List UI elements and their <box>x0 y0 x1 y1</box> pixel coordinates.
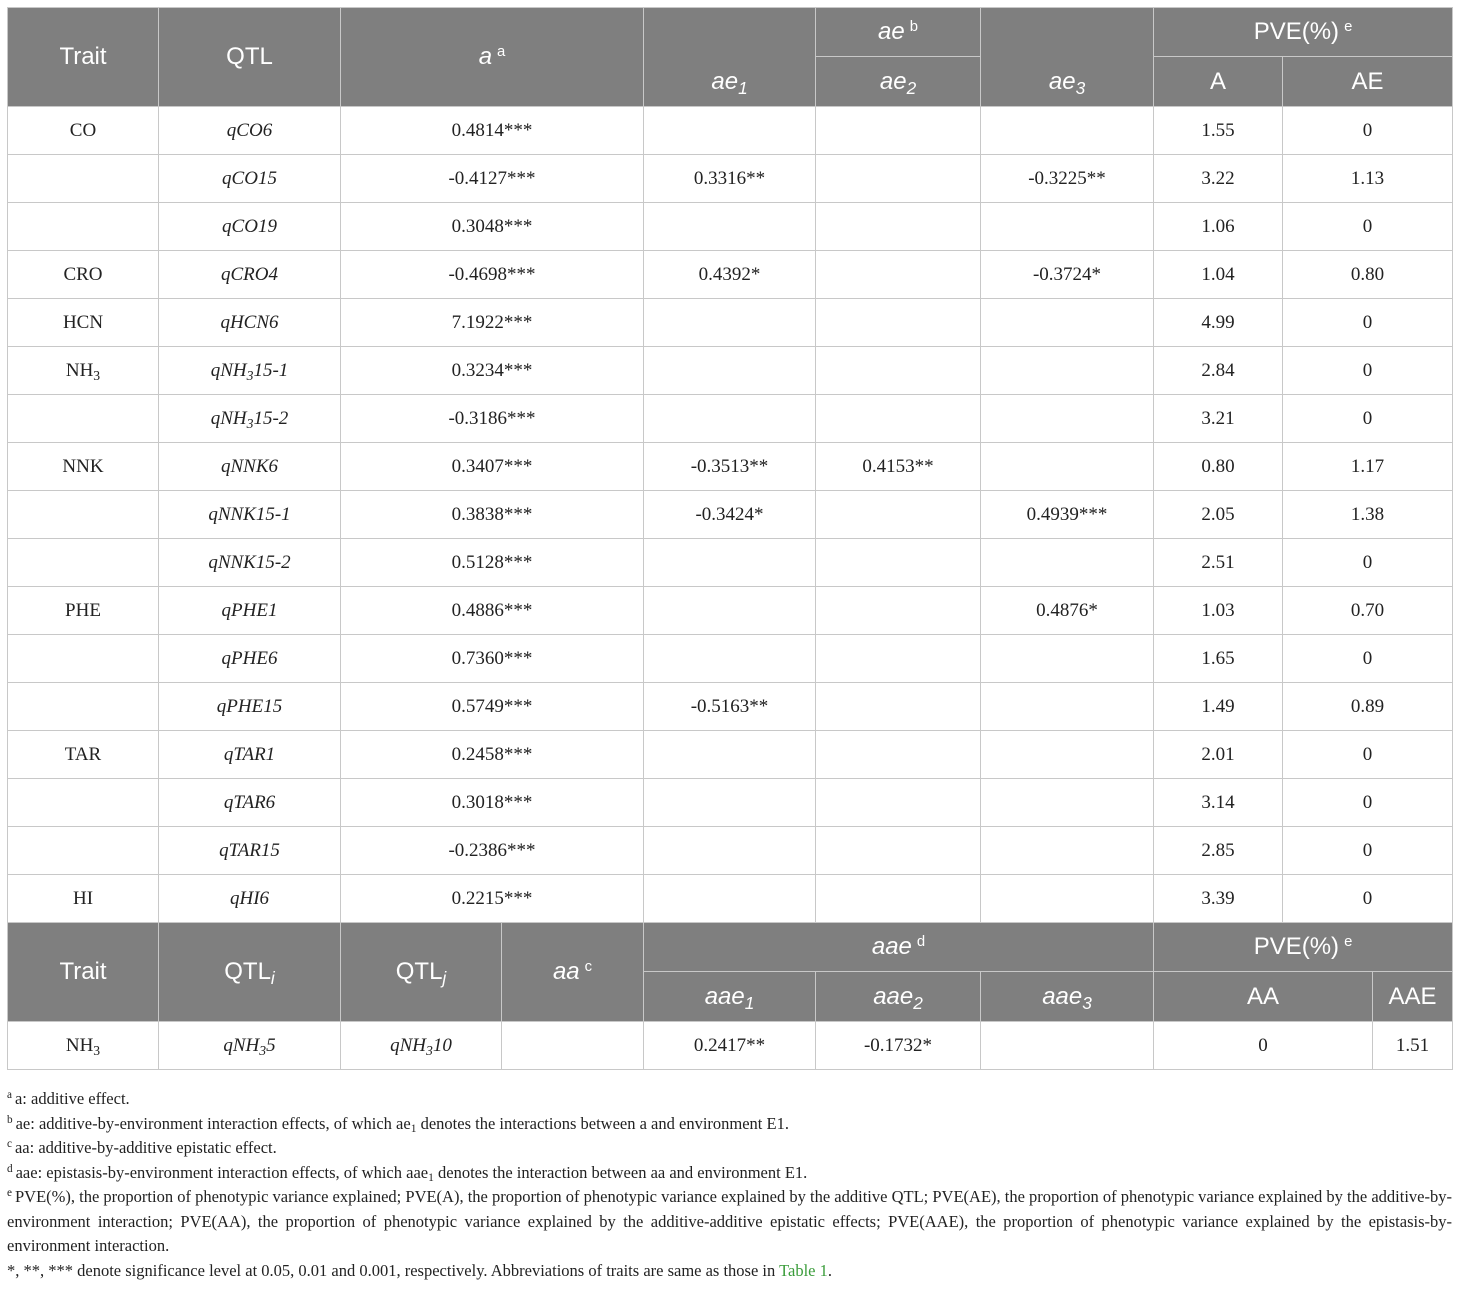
qtl-table-container <box>7 7 1452 1070</box>
cell-ae1 <box>644 299 816 347</box>
header2-aae1: aae$_1$ <box>644 972 816 1022</box>
cell-pve-ae: 1.17 <box>1283 443 1453 491</box>
cell-ae2 <box>816 251 981 299</box>
cell-trait <box>8 203 159 251</box>
cell-ae3 <box>981 347 1154 395</box>
table-row <box>8 299 1453 347</box>
cell-ae1: -0.3513** <box>644 443 816 491</box>
cell-trait: PHE <box>8 587 159 635</box>
cell-ae3 <box>981 539 1154 587</box>
header2-pve-aae: AAE <box>1373 972 1453 1022</box>
header2-aa: aa $^c$ <box>502 923 644 1022</box>
cell-ae3 <box>981 203 1154 251</box>
cell-ae2: 0.4153** <box>816 443 981 491</box>
cell-qtl: qHI6 <box>159 875 341 923</box>
cell2-aae2: -0.1732* <box>816 1022 981 1070</box>
cell-ae3 <box>981 875 1154 923</box>
cell-pve-ae: 1.38 <box>1283 491 1453 539</box>
cell-pve-a: 2.85 <box>1154 827 1283 875</box>
header2-qtlj: $QTL_j$ <box>341 923 502 1022</box>
cell-ae1: 0.4392* <box>644 251 816 299</box>
cell-a: 0.7360*** <box>341 635 644 683</box>
header-ae3: $ae_3$ <box>981 8 1154 107</box>
cell-trait <box>8 827 159 875</box>
cell-ae1 <box>644 107 816 155</box>
cell-a: -0.4127*** <box>341 155 644 203</box>
table-row <box>8 731 1453 779</box>
table-row <box>8 827 1453 875</box>
header-ae: ae $^b$ <box>816 8 981 57</box>
footnote-d: $^d$ aae: epistasis-by-environment interaction effects, of which aae$_1$ denotes the interaction between aa and environment E1. <box>7 1162 808 1184</box>
header-pve-ae: AE <box>1283 57 1453 107</box>
cell-ae2 <box>816 683 981 731</box>
cell-qtl: qNH$_3$15-1 <box>159 347 341 395</box>
cell-ae2 <box>816 635 981 683</box>
cell-ae2 <box>816 299 981 347</box>
cell-pve-ae: 0 <box>1283 203 1453 251</box>
cell-pve-ae: 0 <box>1283 731 1453 779</box>
cell-ae1 <box>644 827 816 875</box>
cell-trait <box>8 779 159 827</box>
cell-a: -0.3186*** <box>341 395 644 443</box>
cell-a: 0.5749*** <box>341 683 644 731</box>
cell-ae3: 0.4939*** <box>981 491 1154 539</box>
cell-qtl: qTAR6 <box>159 779 341 827</box>
cell-pve-a: 3.14 <box>1154 779 1283 827</box>
cell-ae2 <box>816 347 981 395</box>
cell-ae3 <box>981 395 1154 443</box>
cell-trait: $NH_3$ <box>8 347 159 395</box>
cell-ae1 <box>644 203 816 251</box>
cell-trait: HCN <box>8 299 159 347</box>
cell2-qtlj: qNH$_3$10 <box>341 1022 502 1070</box>
cell-ae3 <box>981 731 1154 779</box>
cell-ae3 <box>981 683 1154 731</box>
cell2-qtli: qNH$_3$5 <box>159 1022 341 1070</box>
header2-qtli: $QTL_i$ <box>159 923 341 1022</box>
header-ae2: $ae_2$ <box>816 57 981 107</box>
table-row <box>8 203 1453 251</box>
table1-link[interactable]: Table 1 <box>779 1260 828 1280</box>
cell-qtl: qTAR15 <box>159 827 341 875</box>
cell-ae3 <box>981 827 1154 875</box>
cell-pve-a: 1.04 <box>1154 251 1283 299</box>
cell-trait <box>8 491 159 539</box>
cell-ae1 <box>644 779 816 827</box>
cell-trait: NNK <box>8 443 159 491</box>
table-row <box>8 395 1453 443</box>
cell-trait: CRO <box>8 251 159 299</box>
cell-ae3 <box>981 107 1154 155</box>
header2-aae3: aae$_3$ <box>981 972 1154 1022</box>
cell-pve-a: 3.39 <box>1154 875 1283 923</box>
header-pve: PVE(%) $^e$ <box>1154 8 1453 57</box>
cell-a: 0.2458*** <box>341 731 644 779</box>
cell2-pve-aa: 0 <box>1154 1022 1373 1070</box>
cell-qtl: qPHE6 <box>159 635 341 683</box>
cell-pve-ae: 0.70 <box>1283 587 1453 635</box>
cell-pve-a: 1.55 <box>1154 107 1283 155</box>
cell-ae3: -0.3724* <box>981 251 1154 299</box>
cell-a: 0.3018*** <box>341 779 644 827</box>
cell-pve-a: 1.65 <box>1154 635 1283 683</box>
table-row <box>8 635 1453 683</box>
cell-ae1: -0.3424* <box>644 491 816 539</box>
header-ae1: $ae_1$ <box>644 8 816 107</box>
cell-trait <box>8 635 159 683</box>
cell-ae2 <box>816 875 981 923</box>
table-row <box>8 683 1453 731</box>
cell-pve-ae: 0 <box>1283 299 1453 347</box>
header-qtl: QTL <box>159 8 341 107</box>
table-row <box>8 443 1453 491</box>
header2-pve-aa: AA <box>1154 972 1373 1022</box>
table2-section <box>8 923 1453 1070</box>
cell2-aae1: 0.2417** <box>644 1022 816 1070</box>
footnote-a: $^a$ a: additive effect. <box>7 1089 130 1108</box>
cell-pve-ae: 1.13 <box>1283 155 1453 203</box>
cell-ae2 <box>816 107 981 155</box>
cell-ae2 <box>816 395 981 443</box>
cell-qtl: qNH$_3$15-2 <box>159 395 341 443</box>
table-row <box>8 347 1453 395</box>
cell-ae1 <box>644 875 816 923</box>
cell-qtl: qCO15 <box>159 155 341 203</box>
cell-ae1 <box>644 635 816 683</box>
cell-ae1: -0.5163** <box>644 683 816 731</box>
cell-a: 0.5128*** <box>341 539 644 587</box>
cell-trait <box>8 395 159 443</box>
cell-trait <box>8 155 159 203</box>
cell-pve-ae: 0 <box>1283 635 1453 683</box>
cell-a: 0.3838*** <box>341 491 644 539</box>
cell-trait: CO <box>8 107 159 155</box>
cell-ae3 <box>981 299 1154 347</box>
cell-a: -0.4698*** <box>341 251 644 299</box>
cell-ae1 <box>644 587 816 635</box>
cell-pve-ae: 0.89 <box>1283 683 1453 731</box>
cell-pve-a: 2.84 <box>1154 347 1283 395</box>
cell-ae2 <box>816 827 981 875</box>
table-row <box>8 251 1453 299</box>
table-row <box>8 155 1453 203</box>
cell2-trait: $NH_3$ <box>8 1022 159 1070</box>
cell-pve-ae: 0 <box>1283 875 1453 923</box>
cell-qtl: qCRO4 <box>159 251 341 299</box>
cell-ae2 <box>816 587 981 635</box>
table1-body <box>8 107 1453 923</box>
cell-qtl: qCO6 <box>159 107 341 155</box>
cell-trait <box>8 539 159 587</box>
cell-pve-a: 2.05 <box>1154 491 1283 539</box>
cell2-aa <box>502 1022 644 1070</box>
header-trait: Trait <box>8 8 159 107</box>
cell-a: 0.3048*** <box>341 203 644 251</box>
cell-pve-a: 4.99 <box>1154 299 1283 347</box>
cell-a: 7.1922*** <box>341 299 644 347</box>
cell-pve-ae: 0 <box>1283 827 1453 875</box>
table-row <box>8 107 1453 155</box>
cell-a: 0.2215*** <box>341 875 644 923</box>
cell-a: 0.3234*** <box>341 347 644 395</box>
cell-a: 0.3407*** <box>341 443 644 491</box>
cell2-pve-aae: 1.51 <box>1373 1022 1453 1070</box>
header-pve-a: A <box>1154 57 1283 107</box>
cell-qtl: qPHE15 <box>159 683 341 731</box>
cell-ae1 <box>644 539 816 587</box>
cell-ae2 <box>816 779 981 827</box>
footnote-c: $^c$ aa: additive-by-additive epistatic effect. <box>7 1138 277 1157</box>
cell-pve-ae: 0 <box>1283 347 1453 395</box>
cell-ae1 <box>644 347 816 395</box>
cell-ae3: -0.3225** <box>981 155 1154 203</box>
cell2-aae3 <box>981 1022 1154 1070</box>
table-row <box>8 587 1453 635</box>
header2-trait: Trait <box>8 923 159 1022</box>
cell-a: 0.4886*** <box>341 587 644 635</box>
cell-pve-ae: 0 <box>1283 539 1453 587</box>
cell-pve-a: 2.01 <box>1154 731 1283 779</box>
cell-trait: TAR <box>8 731 159 779</box>
table2-row <box>8 1022 1453 1070</box>
cell-ae3 <box>981 779 1154 827</box>
footnote-significance: *, **, *** denote significance level at 0.05, 0.01 and 0.001, respectively. Abbreviations of traits are same as those in Table 1. <box>7 1260 833 1280</box>
cell-ae1 <box>644 731 816 779</box>
cell-ae1 <box>644 395 816 443</box>
cell-ae3 <box>981 635 1154 683</box>
cell-ae3: 0.4876* <box>981 587 1154 635</box>
cell-qtl: qNNK15-1 <box>159 491 341 539</box>
table-row <box>8 875 1453 923</box>
cell-ae2 <box>816 203 981 251</box>
cell-a: 0.4814*** <box>341 107 644 155</box>
cell-pve-a: 0.80 <box>1154 443 1283 491</box>
cell-pve-a: 1.06 <box>1154 203 1283 251</box>
cell-pve-ae: 0.80 <box>1283 251 1453 299</box>
cell-pve-a: 3.21 <box>1154 395 1283 443</box>
cell-trait <box>8 683 159 731</box>
header2-aae: aae $^d$ <box>644 923 1154 972</box>
cell-pve-a: 1.49 <box>1154 683 1283 731</box>
qtl-effects-table <box>7 7 1453 1070</box>
cell-pve-ae: 0 <box>1283 779 1453 827</box>
header2-pve: PVE(%) $^e$ <box>1154 923 1453 972</box>
header-a: a $^a$ <box>341 8 644 107</box>
cell-ae2 <box>816 491 981 539</box>
cell-pve-ae: 0 <box>1283 395 1453 443</box>
cell-ae1: 0.3316** <box>644 155 816 203</box>
cell-qtl: qTAR1 <box>159 731 341 779</box>
cell-qtl: qNNK15-2 <box>159 539 341 587</box>
cell-qtl: qPHE1 <box>159 587 341 635</box>
cell-pve-ae: 0 <box>1283 107 1453 155</box>
cell-ae2 <box>816 539 981 587</box>
table-row <box>8 779 1453 827</box>
cell-ae2 <box>816 155 981 203</box>
cell-pve-a: 3.22 <box>1154 155 1283 203</box>
cell-ae2 <box>816 731 981 779</box>
header2-aae2: aae$_2$ <box>816 972 981 1022</box>
table-row <box>8 491 1453 539</box>
table-row <box>8 539 1453 587</box>
cell-trait: HI <box>8 875 159 923</box>
footnote-b: $^b$ ae: additive-by-environment interaction effects, of which $ae_1$ denotes the interactions between a and environment E1. <box>7 1113 789 1135</box>
cell-qtl: qHCN6 <box>159 299 341 347</box>
cell-pve-a: 1.03 <box>1154 587 1283 635</box>
cell-a: -0.2386*** <box>341 827 644 875</box>
cell-qtl: qCO19 <box>159 203 341 251</box>
cell-pve-a: 2.51 <box>1154 539 1283 587</box>
cell-qtl: qNNK6 <box>159 443 341 491</box>
table-footnotes <box>7 1087 1452 1283</box>
cell-ae3 <box>981 443 1154 491</box>
footnote-e: $^e$ PVE(%), the proportion of phenotypic variance explained; PVE(A), the proportion of phenotypic variance explained by the additive QTL; PVE(AE), the proportion of phenotypic variance explained by the additive-by-environment interaction; PVE(AA), the proportion of phenotypic variance explained by the additive-additive epistatic effects; PVE(AAE), the proportion of phenotypic variance explained by the epistasis-by-environment interaction. <box>7 1187 1452 1255</box>
